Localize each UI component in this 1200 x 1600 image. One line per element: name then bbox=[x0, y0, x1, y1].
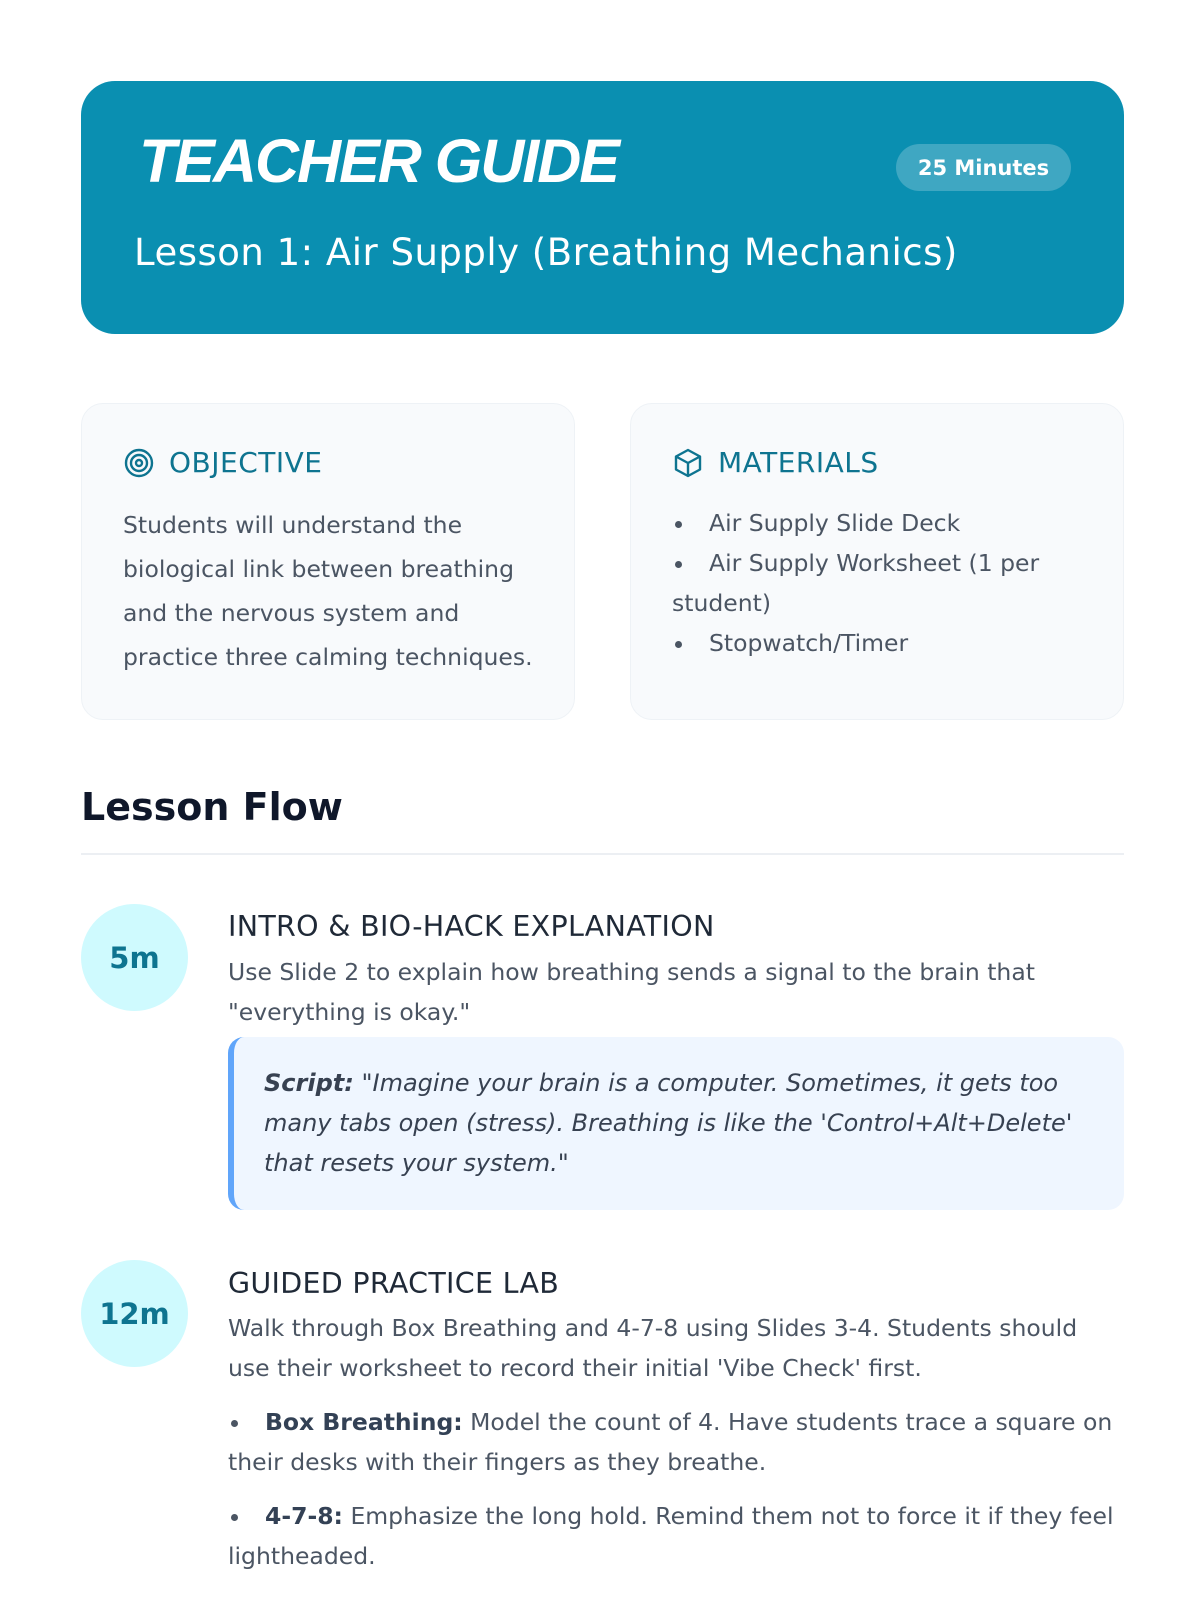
list-item bbox=[228, 1402, 1124, 1482]
lesson-flow-title: Lesson Flow bbox=[81, 785, 343, 829]
objective-card bbox=[81, 403, 575, 720]
list-item: Air Supply Worksheet (1 per student) bbox=[672, 543, 1092, 623]
step-description: Use Slide 2 to explain how breathing sends a signal to the brain that "everything is okay." bbox=[228, 958, 1035, 1026]
objective-header bbox=[123, 446, 322, 479]
list-item bbox=[228, 1496, 1124, 1576]
materials-header bbox=[672, 446, 879, 479]
script-quote: "Imagine your brain is a computer. Sometimes, it gets too many tabs open (stress). Breathing is like the 'Control+Alt+Delete' that resets your system." bbox=[264, 1069, 1073, 1177]
lesson-subtitle: Lesson 1: Air Supply (Breathing Mechanics) bbox=[134, 231, 958, 274]
materials-card bbox=[630, 403, 1124, 720]
list-item-label: Box Breathing: bbox=[265, 1408, 463, 1436]
box-icon bbox=[672, 447, 704, 479]
script-text bbox=[264, 1063, 1094, 1183]
step-title: GUIDED PRACTICE LAB bbox=[228, 1267, 560, 1300]
list-item: Stopwatch/Timer bbox=[672, 623, 1092, 663]
list-item-text: Emphasize the long hold. Remind them not to force it if they feel lightheaded. bbox=[228, 1502, 1114, 1570]
step-description: Walk through Box Breathing and 4-7-8 using Slides 3-4. Students should use their worksheet to record their initial 'Vibe Check' first. bbox=[228, 1314, 1078, 1382]
script-callout bbox=[228, 1037, 1124, 1210]
materials-title: MATERIALS bbox=[718, 446, 879, 479]
page-title: TEACHER GUIDE bbox=[139, 127, 618, 195]
time-badge: 5m bbox=[81, 904, 188, 1011]
header-banner bbox=[81, 81, 1124, 334]
duration-badge: 25 Minutes bbox=[896, 144, 1071, 191]
materials-list bbox=[672, 503, 1092, 663]
time-badge: 12m bbox=[81, 1260, 188, 1367]
script-label: Script: bbox=[264, 1069, 354, 1097]
step-title: INTRO & BIO-HACK EXPLANATION bbox=[228, 910, 715, 943]
target-icon bbox=[123, 447, 155, 479]
practice-list bbox=[228, 1402, 1124, 1590]
objective-title: OBJECTIVE bbox=[169, 446, 323, 479]
divider bbox=[81, 853, 1124, 855]
objective-text: Students will understand the biological link between breathing and the nervous system and practice three calming techniques. bbox=[123, 511, 533, 671]
list-item-label: 4-7-8: bbox=[265, 1502, 343, 1530]
list-item-text: Model the count of 4. Have students trace a square on their desks with their fingers as they breathe. bbox=[228, 1408, 1113, 1476]
list-item: Air Supply Slide Deck bbox=[672, 503, 1092, 543]
